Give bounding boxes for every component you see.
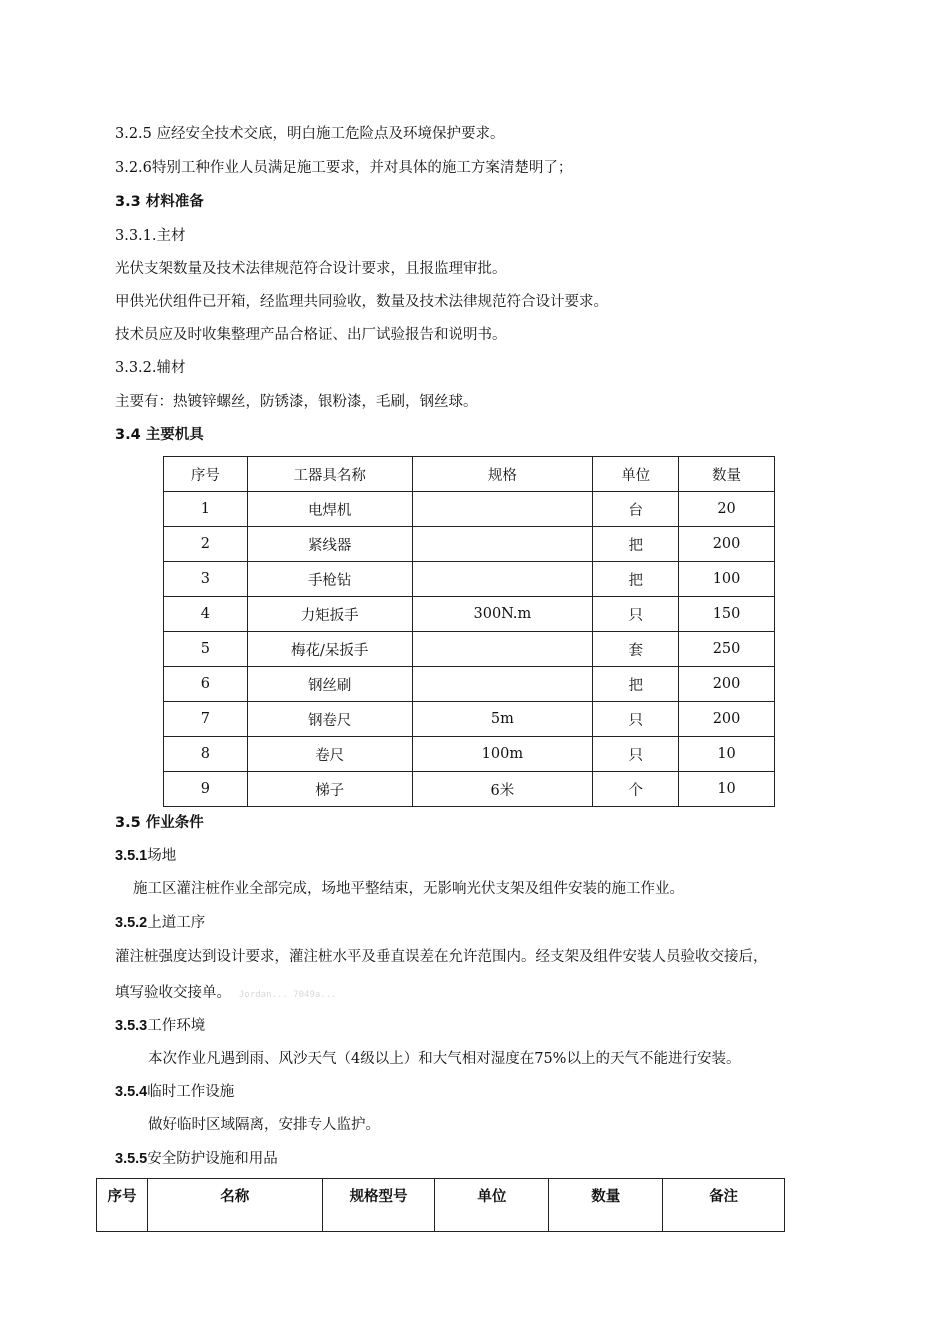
table-row — [164, 492, 775, 527]
cell-index: 6 — [164, 667, 248, 702]
subsection-3-5-1 — [115, 846, 176, 866]
cell-unit: 把 — [593, 527, 679, 562]
cell-quantity: 20 — [679, 492, 775, 527]
cell-index: 1 — [164, 492, 248, 527]
table-row — [164, 562, 775, 597]
cell-quantity: 250 — [679, 632, 775, 667]
cell-index: 5 — [164, 632, 248, 667]
cell-spec — [412, 632, 593, 667]
table-row — [164, 527, 775, 562]
table-row — [164, 737, 775, 772]
table-row — [164, 597, 775, 632]
faint-watermark: Jordan... 7049a... — [239, 990, 337, 1000]
header-index: 序号 — [164, 457, 248, 492]
subsection-title: 安全防护设施和用品 — [147, 1151, 278, 1167]
cell-quantity: 200 — [679, 667, 775, 702]
section-heading-3-3: 3.3 材料准备 — [115, 194, 204, 210]
header-index: 序号 — [97, 1179, 148, 1232]
paragraph-site: 施工区灌注桩作业全部完成，场地平整结束，无影响光伏支架及组件安装的施工作业。 — [133, 881, 684, 897]
cell-spec — [412, 527, 593, 562]
cell-spec: 100m — [412, 737, 593, 772]
cell-tool-name: 卷尺 — [247, 737, 412, 772]
subsection-title: 工作环境 — [147, 1018, 206, 1034]
subsection-number: 3.5.1 — [115, 848, 148, 864]
cell-unit: 个 — [593, 772, 679, 807]
cell-quantity: 10 — [679, 737, 775, 772]
cell-spec: 6米 — [412, 772, 593, 807]
paragraph-temporary-facilities: 做好临时区域隔离，安排专人监护。 — [148, 1117, 380, 1133]
subsection-3-5-2 — [115, 913, 205, 933]
cell-tool-name: 梯子 — [247, 772, 412, 807]
cell-quantity: 100 — [679, 562, 775, 597]
subsection-3-5-3 — [115, 1016, 205, 1036]
cell-tool-name: 力矩扳手 — [247, 597, 412, 632]
subsection-3-5-5 — [115, 1149, 278, 1169]
clause-3-2-6: 3.2.6特别工种作业人员满足施工要求，并对具体的施工方案清楚明了； — [115, 160, 573, 176]
cell-index: 9 — [164, 772, 248, 807]
tools-table — [163, 456, 775, 807]
cell-tool-name: 钢卷尺 — [247, 702, 412, 737]
subsection-number: 3.5.2 — [115, 915, 148, 931]
cell-spec: 300N.m — [412, 597, 593, 632]
subsection-title: 临时工作设施 — [147, 1084, 235, 1100]
subsection-3-3-2: 3.3.2.辅材 — [115, 360, 186, 376]
table-row — [164, 772, 775, 807]
header-tool-name: 工器具名称 — [247, 457, 412, 492]
cell-spec — [412, 562, 593, 597]
cell-tool-name: 钢丝刷 — [247, 667, 412, 702]
table-row — [164, 702, 775, 737]
paragraph-handover — [115, 983, 337, 1005]
subsection-3-3-1: 3.3.1.主材 — [115, 228, 186, 244]
header-spec: 规格 — [412, 457, 593, 492]
header-name: 名称 — [147, 1179, 322, 1232]
header-quantity: 数量 — [549, 1179, 663, 1232]
cell-tool-name: 梅花/呆扳手 — [247, 632, 412, 667]
paragraph-auxiliary: 主要有：热镀锌螺丝，防锈漆，银粉漆，毛刷，钢丝球。 — [115, 394, 478, 410]
cell-tool-name: 紧线器 — [247, 527, 412, 562]
header-model: 规格型号 — [322, 1179, 435, 1232]
table-row — [164, 632, 775, 667]
cell-unit: 台 — [593, 492, 679, 527]
subsection-number: 3.5.5 — [115, 1151, 148, 1167]
cell-unit: 只 — [593, 597, 679, 632]
table-row — [164, 667, 775, 702]
subsection-number: 3.5.4 — [115, 1084, 148, 1100]
cell-quantity: 200 — [679, 527, 775, 562]
cell-unit: 只 — [593, 702, 679, 737]
subsection-number: 3.5.3 — [115, 1018, 148, 1034]
clause-3-2-5: 3.2.5 应经安全技术交底，明白施工危险点及环境保护要求。 — [115, 126, 505, 142]
cell-index: 8 — [164, 737, 248, 772]
cell-spec — [412, 667, 593, 702]
subsection-3-5-4 — [115, 1082, 234, 1102]
tools-table-header-row — [164, 457, 775, 492]
cell-unit: 只 — [593, 737, 679, 772]
cell-index: 7 — [164, 702, 248, 737]
section-heading-3-4: 3.4 主要机具 — [115, 427, 204, 443]
cell-tool-name: 电焊机 — [247, 492, 412, 527]
paragraph-environment: 本次作业凡遇到雨、风沙天气（4级以上）和大气相对湿度在75%以上的天气不能进行安装。 — [148, 1051, 741, 1067]
section-heading-3-5: 3.5 作业条件 — [115, 815, 204, 831]
header-quantity: 数量 — [679, 457, 775, 492]
cell-index: 4 — [164, 597, 248, 632]
paragraph-modules: 甲供光伏组件已开箱，经监理共同验收，数量及技术法律规范符合设计要求。 — [115, 294, 608, 310]
handover-text: 填写验收交接单。 — [115, 985, 231, 1001]
cell-index: 2 — [164, 527, 248, 562]
paragraph-certificates: 技术员应及时收集整理产品合格证、出厂试验报告和说明书。 — [115, 327, 507, 343]
cell-unit: 把 — [593, 667, 679, 702]
cell-unit: 套 — [593, 632, 679, 667]
cell-tool-name: 手枪钻 — [247, 562, 412, 597]
safety-equipment-table — [96, 1178, 785, 1232]
subsection-title: 场地 — [147, 848, 177, 864]
header-remarks: 备注 — [663, 1179, 785, 1232]
subsection-title: 上道工序 — [147, 915, 206, 931]
cell-quantity: 200 — [679, 702, 775, 737]
safety-table-header-row — [97, 1179, 785, 1232]
paragraph-previous-process: 灌注桩强度达到设计要求，灌注桩水平及垂直误差在允许范围内。经支架及组件安装人员验收交接后， — [115, 949, 768, 965]
cell-spec — [412, 492, 593, 527]
cell-unit: 把 — [593, 562, 679, 597]
cell-index: 3 — [164, 562, 248, 597]
cell-spec: 5m — [412, 702, 593, 737]
header-unit: 单位 — [593, 457, 679, 492]
cell-quantity: 10 — [679, 772, 775, 807]
paragraph-brackets: 光伏支架数量及技术法律规范符合设计要求，且报监理审批。 — [115, 261, 507, 277]
cell-quantity: 150 — [679, 597, 775, 632]
header-unit: 单位 — [435, 1179, 549, 1232]
